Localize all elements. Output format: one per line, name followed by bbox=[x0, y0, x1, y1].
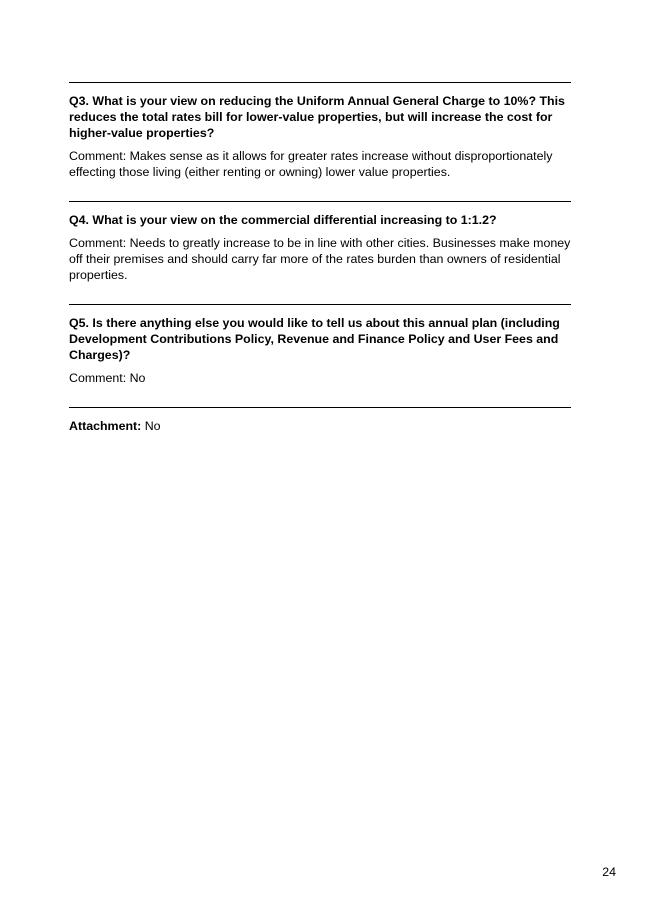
attachment-line bbox=[69, 418, 571, 434]
attachment-value: No bbox=[141, 419, 161, 433]
comment-q3: Comment: Makes sense as it allows for greater rates increase without disproportionately effecting those living (either renting or owning) lower value properties. bbox=[69, 149, 553, 179]
attachment-label: Attachment: bbox=[69, 419, 142, 433]
question-section-q3 bbox=[69, 83, 571, 201]
question-q5: Q5. Is there anything else you would like to tell us about this annual plan (including Development Contributions Policy, Revenue and Finance Policy and User Fees and Charges)? bbox=[69, 316, 560, 362]
document-body bbox=[69, 82, 571, 434]
question-q3: Q3. What is your view on reducing the Uniform Annual General Charge to 10%? This reduces the total rates bill for lower-value properties, but will increase the cost for higher-value properties? bbox=[69, 94, 565, 140]
page-number: 24 bbox=[602, 865, 616, 879]
question-section-q4 bbox=[69, 202, 571, 304]
question-section-q5 bbox=[69, 305, 571, 407]
comment-q5: Comment: No bbox=[69, 371, 146, 385]
question-q4: Q4. What is your view on the commercial differential increasing to 1:1.2? bbox=[69, 213, 497, 227]
section-divider bbox=[69, 407, 571, 408]
comment-q4: Comment: Needs to greatly increase to be in line with other cities. Businesses make money off their premises and should carry far more of the rates burden than owners of residential properties. bbox=[69, 236, 571, 282]
